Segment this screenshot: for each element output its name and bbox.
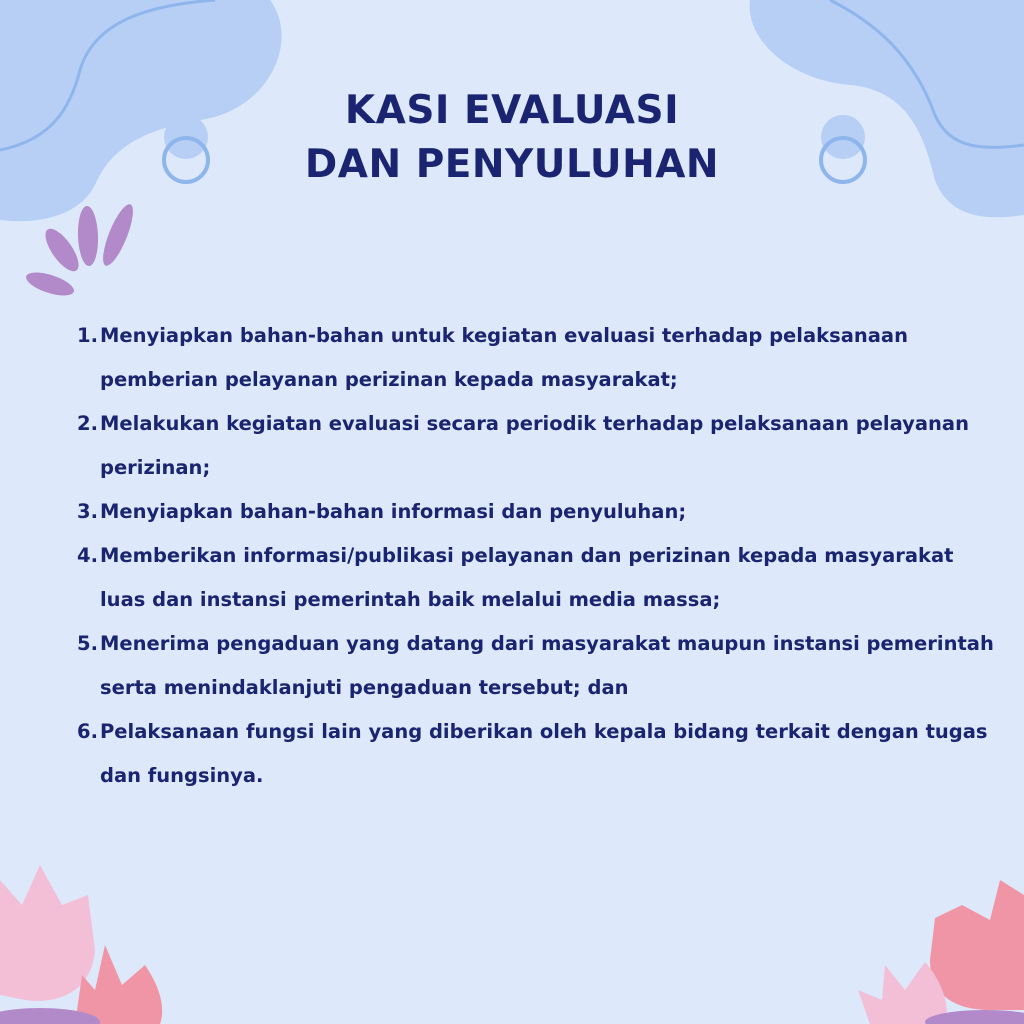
page-title <box>0 84 1024 192</box>
list-item-number: 4. <box>77 544 98 567</box>
list-item <box>72 490 1002 534</box>
title-line-1: KASI EVALUASI <box>344 88 680 133</box>
list-item-number: 1. <box>77 324 98 347</box>
list-item-text: Memberikan informasi/publikasi pelayanan dan perizinan kepada masyarakat luas dan instansi pemerintah baik melalui media massa; <box>100 544 954 611</box>
list-item-number: 3. <box>77 500 98 523</box>
list-item <box>72 534 1002 622</box>
list-item-number: 2. <box>77 412 98 435</box>
list-item-text: Melakukan kegiatan evaluasi secara periodik terhadap pelaksanaan pelayanan perizinan; <box>100 412 969 479</box>
list-item-text: Menerima pengaduan yang datang dari masyarakat maupun instansi pemerintah serta menindaklanjuti pengaduan tersebut; dan <box>100 632 994 699</box>
bottom-left-pink-petals <box>0 865 95 1001</box>
title-line-2: DAN PENYULUHAN <box>304 142 720 187</box>
list-item-text: Pelaksanaan fungsi lain yang diberikan oleh kepala bidang terkait dengan tugas dan fungsinya. <box>100 720 988 787</box>
list-item-number: 5. <box>77 632 98 655</box>
list-item <box>72 710 1002 798</box>
list-item-number: 6. <box>77 720 98 743</box>
list-item-text: Menyiapkan bahan-bahan informasi dan penyuluhan; <box>100 500 687 523</box>
list-item-text: Menyiapkan bahan-bahan untuk kegiatan evaluasi terhadap pelaksanaan pemberian pelayanan perizinan kepada masyarakat; <box>100 324 908 391</box>
duty-list <box>72 314 1002 798</box>
bottom-right-coral-petals <box>930 880 1024 1010</box>
list-item <box>72 622 1002 710</box>
list-item <box>72 402 1002 490</box>
list-item <box>72 314 1002 402</box>
